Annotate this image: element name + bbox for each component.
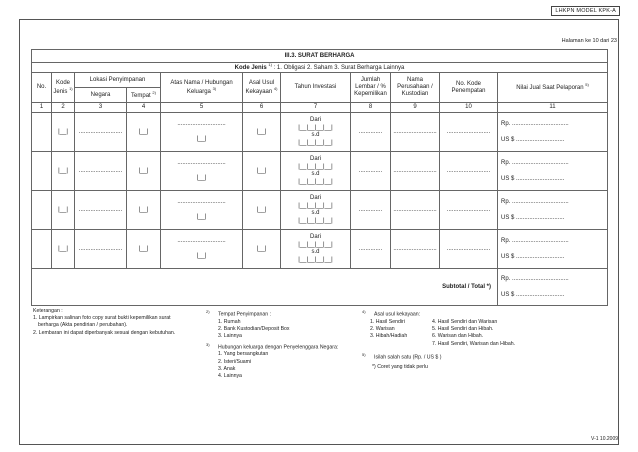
jumlah-field[interactable]: ..............	[351, 230, 391, 269]
col-asal-usul: Asal Usul Kekayaan $^{4)}$	[243, 73, 281, 103]
tempat-hubungan-notes: $^{2)}$Tempat Penyimpanan : 1. Rumah 2. Bank Kustodian/Deposit Box 3. Lainnya $^{3)}$Hubungan keluarga dengan Penyelenggara Negara: 1. Yang bersangkutan 2. Isteri/Suami 3. Anak 4. Lainnya	[206, 309, 339, 380]
asal-usul-box[interactable]: |__|	[243, 191, 281, 230]
jumlah-field[interactable]: ..............	[351, 113, 391, 152]
kode-jenis-legend: Kode Jenis $^{1)}$ : 1. Obligasi 2. Saham 3. Surat Berharga Lainnya	[32, 63, 608, 73]
negara-field[interactable]: ..........................	[75, 113, 127, 152]
col-no-kode: No. Kode Penempatan	[440, 73, 498, 103]
asal-usul-box[interactable]: |__|	[243, 113, 281, 152]
kode-jenis-box[interactable]: |__|	[52, 113, 75, 152]
tempat-box[interactable]: |__|	[127, 152, 161, 191]
column-number-row: 1 2 3 4 5 6 7 8 9 10 11	[32, 103, 608, 113]
asal-usul-notes: $^{4)}$Asal usul kekayaan: 1. Hasil Sendiri 2. Warisan 3. Hibah/Hadiah 4. Hasil Sendiri dan Warisan 5. Hasil Sendiri dan Hibah. 6. Warisan dan Hibah. 7. Hasil Sendiri, Warisan dan Hibah. $^{5)}$Isilah salah satu (Rp. / US $ ) *) Coret yang tidak perlu	[362, 309, 516, 370]
asal-usul-box[interactable]: |__|	[243, 230, 281, 269]
kode-jenis-box[interactable]: |__|	[52, 191, 75, 230]
atas-nama-field[interactable]: ............................. |__|	[161, 152, 243, 191]
col-no: No.	[32, 73, 52, 103]
tahun-field[interactable]: Dari |__|__|__|__| s.d |__|__|__|__|	[281, 191, 351, 230]
no-kode-field[interactable]: ..........................	[440, 152, 498, 191]
jumlah-field[interactable]: ..............	[351, 152, 391, 191]
table-row	[32, 113, 608, 152]
negara-field[interactable]: ..........................	[75, 230, 127, 269]
kode-jenis-box[interactable]: |__|	[52, 152, 75, 191]
securities-table	[31, 49, 608, 306]
negara-field[interactable]: ..........................	[75, 152, 127, 191]
col-kode-jenis: Kode Jenis $^{1)}$	[52, 73, 75, 103]
table-row	[32, 230, 608, 269]
subtotal-value[interactable]: Rp. .................................. US $ .............................	[498, 269, 608, 306]
nama-perusahaan-field[interactable]: ..........................	[391, 152, 440, 191]
col-negara: Negara	[75, 88, 127, 103]
col-nama-perusahaan: Nama Perusahaan / Kustodian	[391, 73, 440, 103]
tempat-box[interactable]: |__|	[127, 191, 161, 230]
nilai-field[interactable]: Rp. .................................. US $ .............................	[498, 191, 608, 230]
tempat-box[interactable]: |__|	[127, 113, 161, 152]
keterangan-block: Keterangan : 1. Lampirkan salinan foto copy surat bukti kepemilikan surat berharga (Akta pendirian / perubahan). 2. Lembaran ini dapat diperbanyak sesuai dengan kebutuhan.	[33, 308, 176, 336]
atas-nama-field[interactable]: ............................. |__|	[161, 113, 243, 152]
nilai-field[interactable]: Rp. .................................. US $ .............................	[498, 152, 608, 191]
col-nilai: Nilai Jual Saat Pelaporan $^{5)}$	[498, 73, 608, 103]
col-jumlah: Jumlah Lembar / % Kepemilikan	[351, 73, 391, 103]
no-kode-field[interactable]: ..........................	[440, 113, 498, 152]
table-row	[32, 191, 608, 230]
tahun-field[interactable]: Dari |__|__|__|__| s.d |__|__|__|__|	[281, 113, 351, 152]
atas-nama-field[interactable]: ............................. |__|	[161, 191, 243, 230]
atas-nama-field[interactable]: ............................. |__|	[161, 230, 243, 269]
col-tahun: Tahun Investasi	[281, 73, 351, 103]
table-row	[32, 152, 608, 191]
section-title: III.3. SURAT BERHARGA	[32, 50, 608, 63]
form-model-label: LHKPN MODEL KPK-A	[551, 6, 620, 16]
negara-field[interactable]: ..........................	[75, 191, 127, 230]
col-lokasi: Lokasi Penyimpanan	[75, 73, 161, 88]
page-number: Halaman ke 10 dari 23	[561, 38, 617, 44]
nilai-field[interactable]: Rp. .................................. US $ .............................	[498, 113, 608, 152]
subtotal-label: Subtotal / Total *)	[32, 269, 498, 306]
nilai-field[interactable]: Rp. .................................. US $ .............................	[498, 230, 608, 269]
nama-perusahaan-field[interactable]: ..........................	[391, 230, 440, 269]
col-atas-nama: Atas Nama / Hubungan Keluarga $^{3)}$	[161, 73, 243, 103]
no-kode-field[interactable]: ..........................	[440, 230, 498, 269]
nama-perusahaan-field[interactable]: ..........................	[391, 191, 440, 230]
form-version: V-1 10.2009	[591, 436, 618, 442]
tempat-box[interactable]: |__|	[127, 230, 161, 269]
no-kode-field[interactable]: ..........................	[440, 191, 498, 230]
kode-jenis-box[interactable]: |__|	[52, 230, 75, 269]
col-tempat: Tempat $^{2)}$	[127, 88, 161, 103]
jumlah-field[interactable]: ..............	[351, 191, 391, 230]
nama-perusahaan-field[interactable]: ..........................	[391, 113, 440, 152]
tahun-field[interactable]: Dari |__|__|__|__| s.d |__|__|__|__|	[281, 230, 351, 269]
tahun-field[interactable]: Dari |__|__|__|__| s.d |__|__|__|__|	[281, 152, 351, 191]
subtotal-row	[32, 269, 608, 306]
asal-usul-box[interactable]: |__|	[243, 152, 281, 191]
